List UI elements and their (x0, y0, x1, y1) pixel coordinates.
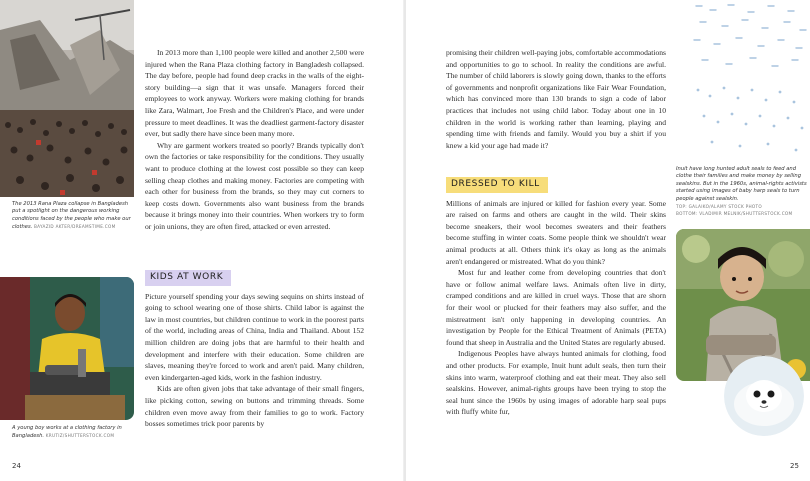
rana-plaza-photo (0, 0, 134, 197)
body-paragraph: Millions of animals are injured or killed for fashion every year. Some are raised on farms and others are caught in the wild. Their skins become sneakers, their wool becomes sweaters and their feathers become stuffing in winter coats. Some people think we shouldn't wear animal products at all. Others think it's okay as long as the animals aren't endangered or mistreated. What do you think? (446, 198, 666, 266)
inuit-caption (676, 166, 810, 218)
photo-credit-top: TOP: GALAIKO/ALAMY STOCK PHOTO (676, 204, 762, 210)
photo-credit-bottom: BOTTOM: VLADIMIR MELNIK/SHUTTERSTOCK.COM (676, 211, 793, 217)
right-page (406, 0, 810, 481)
right-column-text (446, 47, 666, 151)
left-page (0, 0, 404, 481)
body-paragraph: Indigenous Peoples have always hunted animals for clothing, food and other products. For example, Inuit hunt adult seals, then turn their skins into warm, waterproof clothing and eat their meat. They also sell sealskins. However, animal-rights groups have been trying to stop the seal hunt since the 1960s by using images of adorable harp seal pups with fluffy white fur, (446, 349, 666, 417)
body-paragraph: Most fur and leather come from developing countries that don't have or follow animal welfare laws. Animals often live in dirty, cramped conditions and are killed in cruel ways. Those that are shorn for their wool or plucked for their feathers may also suffer, and the mistreatment isn't only happening in developing countries. An investigation by People for the Ethical Treatment of Animals (PETA) found that sheep in Australia and the United States are regularly abused. (446, 268, 666, 347)
seal-pup-photo (724, 356, 804, 436)
body-paragraph: Kids are often given jobs that take advantage of their small fingers, like picking cotton, sewing on buttons and trimming threads. Some children even move away from their families to go to work. Factory bosses sometimes trick poor parents by (145, 384, 364, 429)
caption-text: A young boy works at a clothing factory in Bangladesh. (12, 425, 122, 440)
dressed-to-kill-section (446, 171, 666, 418)
body-paragraph: promising their children well-paying jobs, comfortable accommodations and opportunities to go to school. In reality the conditions are awful. The number of child laborers is slowly going down, thanks to the efforts of governments and nonprofit organizations like Fair Wear Foundation, which has convinced more than 130 brands to sign a code of labor practices that includes not using child labor. Today about one in 10 children in the world is working rather than learning, playing and spending time with friends and family. Would you buy a shirt if you knew a kid your age had made it? (446, 48, 666, 150)
inuit-child-photo (676, 229, 810, 381)
caption-text: Inuit have long hunted adult seals to feed and clothe their families and make money by selling sealskins. But in the 1960s, animal-rights activists started using images of baby harp seals to turn people against sealskin. (676, 166, 807, 202)
photo-credit: KRUTIZ/SHUTTERSTOCK.COM (45, 433, 115, 439)
body-paragraph: In 2013 more than 1,100 people were killed and another 2,500 were injured when the Rana Plaza clothing factory in Bangladesh collapsed. The day before, people had found deep cracks in the walls of the eight-story building—a sign that it was unsafe. Managers forced their employees to work anyway. Workers were making clothing for brands like Zara, Walmart, Joe Fresh and the Children's Place, and were under pressure to meet deadlines. It was the deadliest garment-factory disaster ever, but sadly there have since been many more. (145, 48, 364, 139)
body-paragraph: Picture yourself spending your days sewing sequins on shirts instead of going to school wearing one of those shirts. Child labor is against the law in most countries, but children continue to work in the poorest parts of the world, including areas of China, India and Thailand. About 152 million children are doing jobs that are harmful to their health and development and interfere with their education. Some children are slaves, meaning they're forced to work and aren't paid. Many children, even kindergarten-aged kids, work in the fashion industry. (145, 291, 364, 382)
kids-at-work-heading: KIDS AT WORK (145, 270, 231, 286)
page-number-left: 24 (12, 462, 21, 470)
photo-credit: BAYAZID AKTER/DREAMSTIME.COM (34, 224, 116, 230)
decorative-pattern (688, 0, 810, 160)
left-column-text (145, 47, 364, 233)
dressed-to-kill-heading: DRESSED TO KILL (446, 177, 548, 193)
caption-text: The 2013 Rana Plaza collapse in Bangladesh put a spotlight on the dangerous working conditions faced by the people who make our clothes. (12, 201, 131, 231)
rana-plaza-caption (12, 201, 138, 232)
sewing-boy-photo (0, 277, 134, 420)
page-number-right: 25 (790, 462, 799, 470)
sewing-boy-caption (12, 425, 138, 441)
kids-at-work-section (145, 264, 364, 430)
body-paragraph: Why are garment workers treated so poorly? Brands typically don't own the factories or take responsibility for the conditions. They usually want to produce clothing at the lowest cost possible so they can keep selling cheap clothes and making money. Factories are competing with each other for business from the brands, so they may cut corners to keep costs down. Governments also want business from the brands because it brings money into their countries. When workers try to form or join unions, they are often fired, attacked or even arrested. (145, 140, 364, 231)
